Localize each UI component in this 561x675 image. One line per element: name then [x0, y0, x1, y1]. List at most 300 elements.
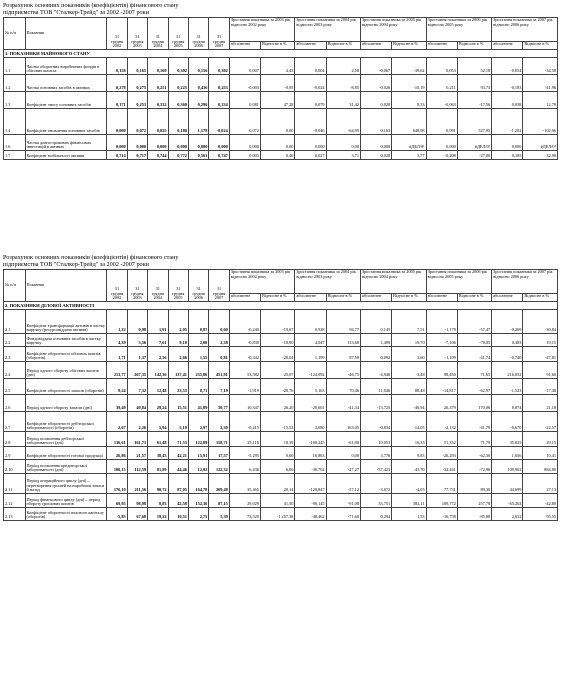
rel-change: 87,58 [326, 347, 360, 362]
rel-change: -39,62 [392, 58, 426, 75]
year-value: 2,38 [209, 334, 229, 347]
abs-change: -0,834 [360, 412, 391, 432]
indicator-name: Частка оборотних виробничих фондів в обігових коштах [25, 58, 107, 75]
rel-change: #ДЕЛ/0! [523, 135, 558, 151]
year-value: 0,332 [148, 92, 168, 109]
table-row [4, 432, 558, 447]
table-row [4, 447, 558, 460]
rel-change: 47,28 [260, 92, 294, 109]
rel-change: 71,79 [457, 432, 491, 447]
row-number: 1.4 [4, 109, 26, 135]
abs-change: -1,202 [492, 109, 523, 135]
abs-change: 16,863 [295, 447, 326, 460]
year-value: 0,025 [148, 109, 168, 135]
rel-change: -85,88 [457, 508, 491, 521]
rel-change: -30,84 [523, 310, 558, 334]
header-year: 31 грудня 2002 [107, 270, 127, 302]
year-value: 2,56 [148, 347, 168, 362]
table-row [4, 474, 558, 494]
header-year: 31 грудня 2003 [127, 270, 147, 302]
abs-change: 1,656 [492, 447, 523, 460]
year-value: 2,66 [168, 347, 188, 362]
row-number: 2.13 [4, 508, 26, 521]
abs-change: 0,000 [229, 135, 260, 151]
year-value: 38,43 [148, 447, 168, 460]
indicator-name: Коефіцієнт зносу основних засобів [25, 92, 107, 109]
abs-change: 0,028 [360, 92, 391, 109]
rel-change: 8,33 [392, 92, 426, 109]
rel-change: -64,95 [326, 109, 360, 135]
year-value: 61,48 [148, 432, 168, 447]
year-value: 1,91 [148, 310, 168, 334]
abs-change: -0,024 [295, 75, 326, 92]
year-value: 0,278 [107, 75, 127, 92]
abs-change: 33,751 [360, 494, 391, 508]
header-rel: Відносне в % [392, 294, 426, 302]
rel-change: -62,30 [457, 447, 491, 460]
header-no: № п/п [4, 270, 26, 302]
header-change: Зростання показника за 2005 рік відносно 2004 року [360, 18, 426, 42]
rel-change: -42,80 [523, 494, 558, 508]
year-value: 19,22 [148, 508, 168, 521]
abs-change: 0,163 [360, 109, 391, 135]
rel-change: 648,08 [392, 109, 426, 135]
header-rel: Відносне в % [260, 294, 294, 302]
rel-change: 113,68 [326, 334, 360, 347]
year-value: 0,717 [127, 151, 147, 160]
rel-change: 95,55 [523, 508, 558, 521]
year-value: 3,56 [127, 334, 147, 347]
abs-change: -0,342 [229, 347, 260, 362]
row-number: 2.2 [4, 334, 26, 347]
year-value: 0,000 [148, 135, 168, 151]
rel-change: 27,13 [523, 474, 558, 494]
rel-change: -34,58 [523, 58, 558, 75]
abs-change: 0,053 [426, 58, 457, 75]
rel-change: -4,05 [392, 474, 426, 494]
rel-change: -46,94 [392, 395, 426, 412]
indicator-name: Період одного обороту запасів (дні) [25, 395, 107, 412]
abs-change: 53,582 [229, 362, 260, 379]
rel-change: 32,90 [523, 151, 558, 160]
abs-change: -90,145 [295, 494, 326, 508]
year-value: 69,95 [107, 494, 127, 508]
header-change: Зростання показника за 2005 рік відносно 2004 року [360, 270, 426, 294]
abs-change: 1,199 [295, 347, 326, 362]
rel-change: 52,18 [457, 58, 491, 75]
abs-change: 0,000 [360, 135, 391, 151]
table2-section [3, 254, 558, 521]
year-value: -0,024 [209, 109, 229, 135]
rel-change: -72,96 [457, 460, 491, 474]
rel-change: 382,11 [392, 494, 426, 508]
abs-change: 0,081 [229, 92, 260, 109]
rel-change: 4,43 [260, 58, 294, 75]
rel-change: 0,00 [326, 135, 360, 151]
abs-change: 73,529 [229, 508, 260, 521]
rel-change: 19,15 [523, 334, 558, 347]
abs-change: -0,067 [360, 58, 391, 75]
year-value: 15,91 [188, 447, 208, 460]
abs-change: -0,183 [492, 75, 523, 92]
year-value: 137,41 [168, 362, 188, 379]
header-rel: Відносне в % [260, 42, 294, 50]
indicator-name: Коефіцієнт оборотності готової продукції [25, 447, 107, 460]
rel-change: -15,53 [260, 412, 294, 432]
year-value: 0,171 [107, 92, 127, 109]
rel-change: -61,98 [326, 432, 360, 447]
rel-change: 0,00 [260, 135, 294, 151]
indicator-name: Період фінансового циклу (дні) – період обороту грошових коштів [25, 494, 107, 508]
year-value: 1,37 [127, 347, 147, 362]
year-value: 2,75 [188, 508, 208, 521]
rel-change: -78,05 [457, 334, 491, 347]
row-number: 1.1 [4, 58, 26, 75]
abs-change: 35,465 [229, 474, 260, 494]
abs-change: -0,208 [426, 151, 457, 160]
abs-change: -1,523 [492, 379, 523, 395]
table2-title-line1: Розрахунок основних показників (коефіцієнтів) фінансового стану [3, 254, 179, 261]
year-value: 152,36 [188, 494, 208, 508]
rel-change: -1 257,38 [260, 508, 294, 521]
indicator-name: Період операційного циклу (дні) – перетворення грошей на виробничі запаси й назад [25, 474, 107, 494]
year-value: 0,225 [168, 75, 188, 92]
rel-change: 2,58 [326, 58, 360, 75]
abs-change: -0,003 [229, 75, 260, 92]
rel-change: 89,30 [457, 474, 491, 494]
abs-change: 0,000 [426, 135, 457, 151]
year-value: 49,84 [127, 395, 147, 412]
abs-change: -5,295 [229, 447, 260, 460]
header-name: Показник [25, 18, 107, 50]
year-value: 0,98 [127, 310, 147, 334]
abs-change: 0,027 [295, 151, 326, 160]
rel-change: -102,06 [523, 109, 558, 135]
abs-change: -124,992 [295, 362, 326, 379]
header-abs: абсолютне [492, 294, 523, 302]
header-rel: Відносне в % [457, 42, 491, 50]
rel-change: 3,77 [392, 151, 426, 160]
year-value: 0,60 [209, 310, 229, 334]
rel-change: #ДЕЛ/0! [457, 135, 491, 151]
table-row [4, 109, 558, 135]
year-value: 0,302 [209, 58, 229, 75]
abs-change: 0,383 [492, 334, 523, 347]
table2 [3, 269, 558, 521]
rel-change: -20,76 [260, 379, 294, 395]
rel-change: 25,07 [260, 362, 294, 379]
year-value: 2,30 [209, 412, 229, 432]
row-number: 2.12 [4, 494, 26, 508]
rel-change: 19,70 [392, 334, 426, 347]
header-change: Зростання показника за 2006 рік відносно 2005 року [426, 270, 492, 294]
header-change: Зростання показника за 2007 рік відносно 2006 року [492, 18, 558, 42]
year-value: 2,05 [168, 310, 188, 334]
abs-change: -4,948 [360, 362, 391, 379]
header-year: 31 грудня 2005 [168, 18, 188, 50]
year-value: 2,26 [127, 412, 147, 432]
year-value: 0,747 [209, 151, 229, 160]
row-number: 2.6 [4, 395, 26, 412]
rel-change: -41,34 [326, 395, 360, 412]
header-year: 31 грудня 2002 [107, 18, 127, 50]
header-rel: Відносне в % [326, 42, 360, 50]
row-number: 1.7 [4, 151, 26, 160]
abs-change: 29,029 [229, 494, 260, 508]
rel-change: 41,50 [260, 494, 294, 508]
year-value: 0,156 [188, 58, 208, 75]
header-name: Показник [25, 270, 107, 302]
year-value: 67,68 [127, 508, 147, 521]
year-value: 0,158 [107, 58, 127, 75]
year-value: 0,563 [188, 151, 208, 160]
rel-change: 18,39 [260, 432, 294, 447]
table-row [4, 310, 558, 334]
abs-change: 216,052 [492, 362, 523, 379]
rel-change: 16,35 [392, 432, 426, 447]
table-row [4, 460, 558, 474]
abs-change: -7,106 [426, 334, 457, 347]
year-value: 0,072 [127, 109, 147, 135]
year-value: 142,36 [148, 362, 168, 379]
indicator-name: Коефіцієнт мобільності активів [25, 151, 107, 160]
year-value: 21,57 [127, 447, 147, 460]
year-value: 158,71 [209, 432, 229, 447]
rel-change: -57,12 [326, 474, 360, 494]
abs-change: 0,072 [229, 109, 260, 135]
rel-change: 91,60 [523, 362, 558, 379]
year-value: 0,251 [148, 75, 168, 92]
rel-change: 527,95 [457, 109, 491, 135]
year-value: 0,714 [107, 151, 127, 160]
year-value: 7,19 [209, 379, 229, 395]
year-value: 0,000 [107, 109, 127, 135]
abs-change: -0,026 [360, 75, 391, 92]
rel-change: -41,79 [457, 412, 491, 432]
year-value: 0,302 [168, 58, 188, 75]
year-value: 0,253 [127, 92, 147, 109]
header-abs: абсолютне [426, 42, 457, 50]
rel-change: -41,96 [523, 75, 558, 92]
rel-change: -3,48 [392, 362, 426, 379]
year-value: 0,296 [188, 92, 208, 109]
year-value: 106,15 [107, 460, 127, 474]
year-value: 39,49 [107, 395, 127, 412]
rel-change: 26,20 [260, 395, 294, 412]
abs-change: -48,462 [295, 508, 326, 521]
table-row [4, 508, 558, 521]
year-value: 2,67 [107, 412, 127, 432]
table1-title-line2: підприємства ТОВ "Сталкер-Трейд" за 2002 -2007 роки [3, 9, 149, 16]
rel-change: -46,75 [326, 362, 360, 379]
abs-change: -120,847 [295, 474, 326, 494]
rel-change: -22,57 [523, 412, 558, 432]
abs-change: 0,003 [229, 151, 260, 160]
abs-change: -16,758 [426, 508, 457, 521]
row-number: 2.5 [4, 379, 26, 395]
header-rel: Відносне в % [523, 42, 558, 50]
year-value: 15,51 [168, 395, 188, 412]
abs-change: 0,991 [426, 109, 457, 135]
year-value: 1,178 [188, 109, 208, 135]
abs-change: -2,132 [426, 412, 457, 432]
row-number: 1.2 [4, 75, 26, 92]
year-value: 0,81 [209, 347, 229, 362]
abs-change: 0,145 [360, 310, 391, 334]
header-change: Зростання показника за 2003 рік відносно 2002 року [229, 270, 295, 294]
year-value: 8,71 [188, 379, 208, 395]
abs-change: 0,038 [492, 92, 523, 109]
year-value: 41,89 [188, 395, 208, 412]
abs-change: 0,092 [360, 347, 391, 362]
row-number: 2.11 [4, 474, 26, 494]
abs-change: -0,415 [229, 412, 260, 432]
rel-change: 0,00 [326, 447, 360, 460]
row-number: 2.7 [4, 412, 26, 432]
table1 [3, 17, 558, 160]
year-value: 5,10 [168, 412, 188, 432]
table2-title-line2: підприємства ТОВ "Сталкер-Трейд" за 2002 -2007 роки [3, 261, 149, 268]
rel-change: 7,51 [392, 310, 426, 334]
abs-change: -32,441 [426, 460, 457, 474]
year-value: 122,32 [209, 460, 229, 474]
year-value: 0,000 [168, 135, 188, 151]
rel-change: 88,48 [392, 379, 426, 395]
year-value: 7,61 [148, 334, 168, 347]
rel-change: -19,67 [260, 310, 294, 334]
rel-change: 10,41 [523, 447, 558, 460]
indicator-name: Частка основних засобів в активах [25, 75, 107, 92]
abs-change: 3,776 [360, 447, 391, 460]
year-value: 1,22 [107, 310, 127, 334]
year-value: 26,86 [107, 447, 127, 460]
indicator-name: Період одного обороту обігових коштів (дні) [25, 362, 107, 379]
abs-change: 51,352 [426, 432, 457, 447]
table-row [4, 135, 558, 151]
abs-change: -0,063 [426, 92, 457, 109]
rel-change: -20,04 [260, 347, 294, 362]
year-value: 12,48 [148, 379, 168, 395]
year-value: 0,000 [209, 135, 229, 151]
abs-change: 25,118 [229, 432, 260, 447]
abs-change: -0,740 [492, 347, 523, 362]
year-value: 136,61 [107, 432, 127, 447]
abs-change: -0,046 [295, 109, 326, 135]
abs-change: 8,874 [492, 395, 523, 412]
abs-change: 10,347 [229, 395, 260, 412]
header-change: Зростання показника за 2004 рік відносно 2003 року [295, 18, 361, 42]
indicator-name: Коефіцієнт оборотності власного капіталу (оборотів) [25, 508, 107, 521]
table-row [4, 379, 558, 395]
row-number: 2.10 [4, 460, 26, 474]
header-abs: абсолютне [295, 42, 326, 50]
year-value: -5,85 [107, 508, 127, 521]
rel-change: -27,00 [457, 151, 491, 160]
abs-change: 2,632 [492, 508, 523, 521]
year-value: 9,24 [107, 379, 127, 395]
year-value: 12,02 [188, 460, 208, 474]
abs-change: 0,928 [295, 310, 326, 334]
abs-change: 4,047 [295, 334, 326, 347]
rel-change: -18,90 [260, 334, 294, 347]
header-rel: Відносне в % [326, 294, 360, 302]
row-number: 2.8 [4, 432, 26, 447]
abs-change: -26,293 [426, 447, 457, 460]
abs-change: -65,202 [492, 494, 523, 508]
year-value: 0,000 [188, 135, 208, 151]
table-row [4, 92, 558, 109]
header-rel: Відносне в % [523, 294, 558, 302]
year-value: 19,51 [168, 508, 188, 521]
year-value: 42,58 [168, 494, 188, 508]
indicator-name: Коефіцієнт оборотності запасів (оборотів) [25, 379, 107, 395]
abs-change: 0,000 [295, 135, 326, 151]
header-year: 31 грудня 2004 [148, 270, 168, 302]
table-row [4, 395, 558, 412]
year-value: 23,53 [168, 379, 188, 395]
rel-change: -27,27 [326, 460, 360, 474]
header-year: 31 грудня 2007 [209, 18, 229, 50]
header-change: Зростання показника за 2004 рік відносно 2003 року [295, 270, 361, 294]
abs-change: 3,680 [295, 412, 326, 432]
table1-section [3, 2, 558, 160]
abs-change: -0,054 [492, 58, 523, 75]
rel-change: 3,71 [326, 151, 360, 160]
abs-change: 44,699 [492, 474, 523, 494]
rel-change: -0,95 [260, 75, 294, 92]
header-year: 31 грудня 2005 [168, 270, 188, 302]
rel-change: -17,56 [457, 92, 491, 109]
indicator-name: Фондовіддача основних засобів в частку виручку [25, 334, 107, 347]
year-value: 0,334 [209, 92, 229, 109]
rel-change: 6,06 [260, 460, 294, 474]
header-abs: абсолютне [492, 42, 523, 50]
year-value: 176,10 [107, 474, 127, 494]
header-abs: абсолютне [229, 294, 260, 302]
row-number: 2.4 [4, 362, 26, 379]
year-value: 209,48 [209, 474, 229, 494]
year-value: 8,83 [148, 494, 168, 508]
indicator-name: Період погашення дебіторської заборгованості (дні) [25, 432, 107, 447]
year-value: 44,46 [168, 460, 188, 474]
year-value: 71,53 [168, 432, 188, 447]
rel-change: -41,74 [457, 347, 491, 362]
year-value: 42,21 [168, 447, 188, 460]
year-value: 0,436 [188, 75, 208, 92]
table-row [4, 334, 558, 347]
abs-change: -1,178 [426, 310, 457, 334]
rel-change: -91,08 [326, 494, 360, 508]
year-value: 5,39 [209, 508, 229, 521]
rel-change: -8,85 [326, 75, 360, 92]
table-row [4, 151, 558, 160]
rel-change: 70,46 [326, 379, 360, 395]
rel-change: 1,53 [392, 508, 426, 521]
abs-change: 109,772 [426, 494, 457, 508]
rel-change: #ДЕЛ/0! [392, 135, 426, 151]
year-value: 7,32 [127, 379, 147, 395]
rel-change: -45,70 [392, 460, 426, 474]
table-row [4, 412, 558, 432]
section-title: 1. ПОКАЗНИКИ МАЙНОВОГО СТАНУ [4, 50, 558, 58]
abs-change: -1,919 [229, 379, 260, 395]
rel-change: -62,97 [457, 379, 491, 395]
table-row [4, 347, 558, 362]
header-change: Зростання показника за 2003 рік відносно 2002 року [229, 18, 295, 42]
year-value: 87,05 [168, 474, 188, 494]
rel-change: -14,05 [392, 412, 426, 432]
table1-title-line1: Розрахунок основних показників (коефіцієнтів) фінансового стану [3, 2, 179, 9]
